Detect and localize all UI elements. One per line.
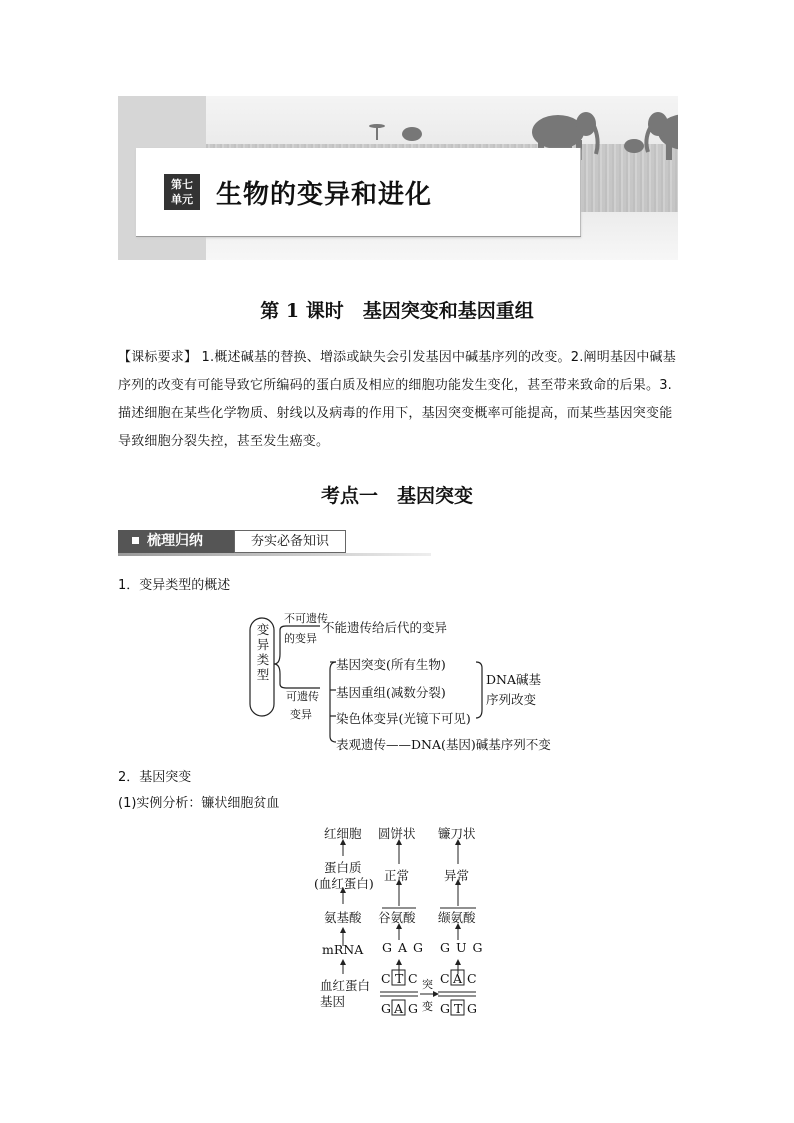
sickle-cell-diagram (310, 822, 500, 1017)
base: A (397, 940, 408, 955)
label-hemoglobin: (血红蛋白) (314, 876, 374, 891)
label-disc-shape: 圆饼状 (378, 826, 416, 841)
section-tab (118, 530, 431, 554)
non-heritable-desc: 不能遗传给后代的变异 (322, 620, 448, 635)
heritable-label-1: 可遗传 (286, 690, 319, 703)
mutant-dna-top-2: A (453, 971, 463, 986)
dna-note-1: DNA碱基 (486, 672, 541, 687)
tab-light-label: 夯实必备知识 (234, 530, 346, 553)
item-2-heading: 2．基因突变 (118, 770, 192, 785)
dna-note-2: 序列改变 (486, 692, 537, 707)
unit-label-line1: 第七 (171, 178, 193, 191)
label-glutamic-acid: 谷氨酸 (378, 910, 416, 925)
label-amino-acid: 氨基酸 (324, 910, 362, 925)
normal-dna-bottom-2: A (394, 1001, 404, 1016)
normal-dna-top-1: C (381, 971, 391, 986)
mutant-mrna (440, 940, 483, 955)
label-mrna: mRNA (322, 942, 364, 957)
root-char-2: 异 (256, 637, 270, 652)
label-protein: 蛋白质 (324, 860, 362, 875)
normal-mrna (382, 940, 423, 955)
variation-root-label (256, 622, 270, 682)
label-red-blood-cell: 红细胞 (324, 826, 362, 841)
normal-dna-bottom-3: G (408, 1001, 418, 1016)
label-sickle-shape: 镰刀状 (438, 826, 476, 841)
unit-label-line2: 单元 (171, 193, 193, 206)
item-2-1-heading: (1)实例分析：镰状细胞贫血 (118, 796, 280, 811)
label-valine: 缬氨酸 (438, 910, 476, 925)
square-icon (132, 537, 139, 544)
lesson-title: 第 1 课时 基因突变和基因重组 (260, 300, 534, 322)
base: G (472, 940, 483, 955)
type-gene-mutation: 基因突变(所有生物) (336, 657, 446, 672)
section-title: 考点一 基因突变 (320, 485, 473, 507)
mutant-dna-top-3: C (467, 971, 477, 986)
mutation-label-2: 变 (422, 1000, 433, 1013)
unit-title: 生物的变异和进化 (216, 180, 433, 210)
root-char-1: 变 (256, 622, 270, 637)
mutant-dna-bottom-2: T (454, 1001, 463, 1016)
base: G (440, 940, 450, 955)
base: U (455, 940, 467, 955)
mutant-dna-top-1: C (440, 971, 450, 986)
base: G (413, 940, 423, 955)
label-abnormal: 异常 (444, 868, 470, 883)
normal-dna-top-3: C (408, 971, 418, 986)
root-char-3: 类 (256, 652, 270, 667)
tab-dark (118, 530, 234, 553)
requirements-label: 【课标要求】 (118, 350, 198, 365)
tab-dark-label: 梳理归纳 (147, 533, 203, 549)
mutant-dna-bottom-1: G (440, 1001, 450, 1016)
unit-number-badge (164, 174, 200, 210)
mutant-dna-bottom-3: G (467, 1001, 477, 1016)
unit-banner (118, 96, 678, 260)
type-epigenetics: 表观遗传——DNA(基因)碱基序列不变 (336, 737, 551, 752)
non-heritable-label-2: 的变异 (284, 632, 317, 645)
root-char-4: 型 (256, 667, 270, 682)
normal-dna-top-2: T (395, 971, 404, 986)
normal-dna-bottom-1: G (381, 1001, 391, 1016)
curriculum-requirements (118, 344, 678, 456)
title-underline (136, 236, 581, 237)
non-heritable-label-1: 不可遗传 (284, 612, 328, 625)
label-normal: 正常 (384, 868, 410, 883)
item-1-heading: 1．变异类型的概述 (118, 578, 231, 593)
base: G (382, 940, 392, 955)
label-hemoglobin-gene-2: 基因 (320, 994, 346, 1009)
type-gene-recombination: 基因重组(减数分裂) (336, 685, 446, 700)
requirements-text: 1.概述碱基的替换、增添或缺失会引发基因中碱基序列的改变。2.阐明基因中碱基序列的改变有可能导致它所编码的蛋白质及相应的细胞功能发生变化，甚至带来致命的后果。3.描述细胞在某些化学物质、射线以及病毒的作用下，基因突变概率可能提高，而某些基因突变能导致细胞分裂失控，甚至发生癌变。 (118, 350, 676, 449)
tab-underline (118, 553, 431, 556)
variation-type-diagram (240, 606, 570, 756)
type-chromosome-variation: 染色体变异(光镜下可见) (336, 711, 471, 726)
heritable-label-2: 变异 (290, 708, 312, 721)
label-hemoglobin-gene-1: 血红蛋白 (320, 978, 371, 993)
mutation-label-1: 突 (422, 978, 433, 991)
